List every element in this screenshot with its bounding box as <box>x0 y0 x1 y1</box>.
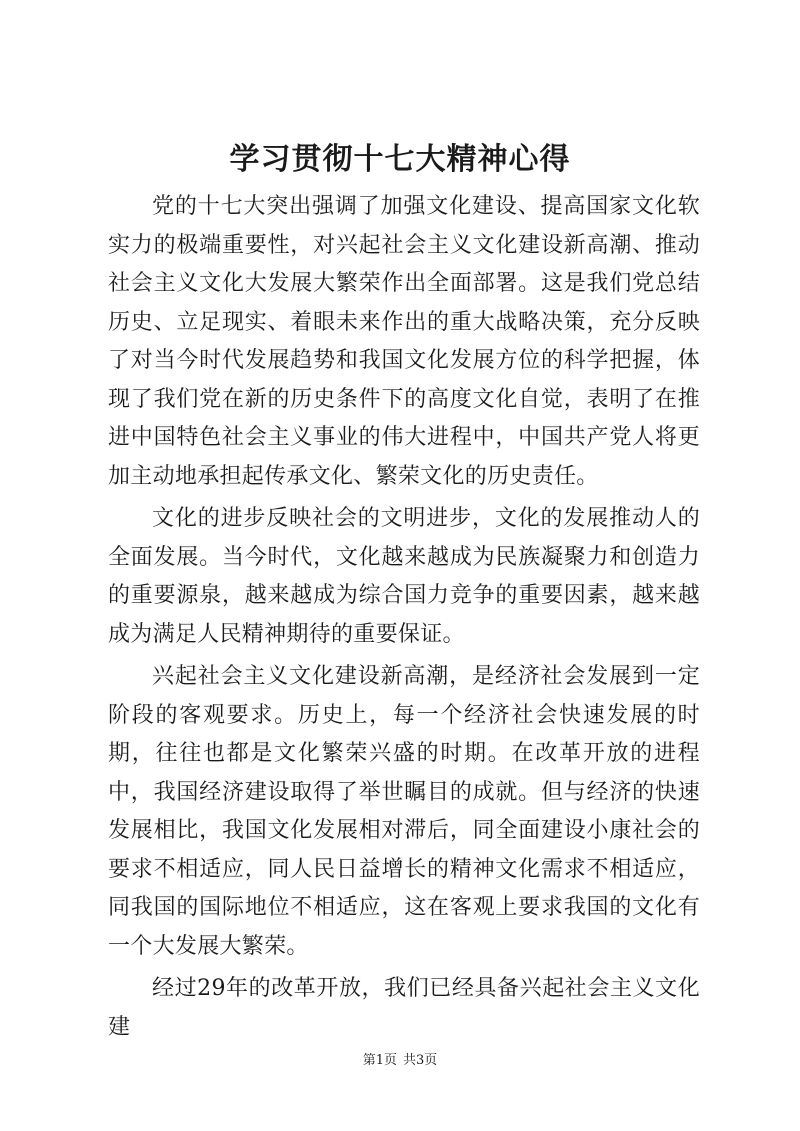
paragraph: 兴起社会主义文化建设新高潮，是经济社会发展到一定阶段的客观要求。历史上，每一个经济社会快速发展的时期，往往也都是文化繁荣兴盛的时期。在改革开放的进程中，我国经济建设取得了举世瞩目的成就。但与经济的快速发展相比，我国文化发展相对滞后，同全面建设小康社会的要求不相适应，同人民日益增长的精神文化需求不相适应，同我国的国际地位不相适应，这在客观上要求我国的文化有一个大发展大繁荣。 <box>108 664 700 959</box>
page-number: 第1页 <box>362 1053 397 1068</box>
paragraph: 文化的进步反映社会的文明进步，文化的发展推动人的全面发展。当今时代，文化越来越成为民族凝聚力和创造力的重要源泉，越来越成为综合国力竞争的重要因素，越来越成为满足人民精神期待的重要保证。 <box>108 506 700 647</box>
page-footer <box>0 1052 800 1070</box>
document-title: 学习贯彻十七大精神心得 <box>229 142 571 177</box>
paragraph: 经过29年的改革开放，我们已经具备兴起社会主义文化建 <box>108 976 700 1040</box>
paragraph: 党的十七大突出强调了加强文化建设、提高国家文化软实力的极端重要性，对兴起社会主义文化建设新高潮、推动社会主义文化大发展大繁荣作出全面部署。这是我们党总结历史、立足现实、着眼未来作出的重大战略决策，充分反映了对当今时代发展趋势和我国文化发展方位的科学把握，体现了我们党在新的历史条件下的高度文化自觉，表明了在推进中国特色社会主义事业的伟大进程中，中国共产党人将更加主动地承担起传承文化、繁荣文化的历史责任。 <box>108 194 700 489</box>
total-pages: 共3页 <box>403 1053 438 1068</box>
document-body <box>108 188 700 1051</box>
